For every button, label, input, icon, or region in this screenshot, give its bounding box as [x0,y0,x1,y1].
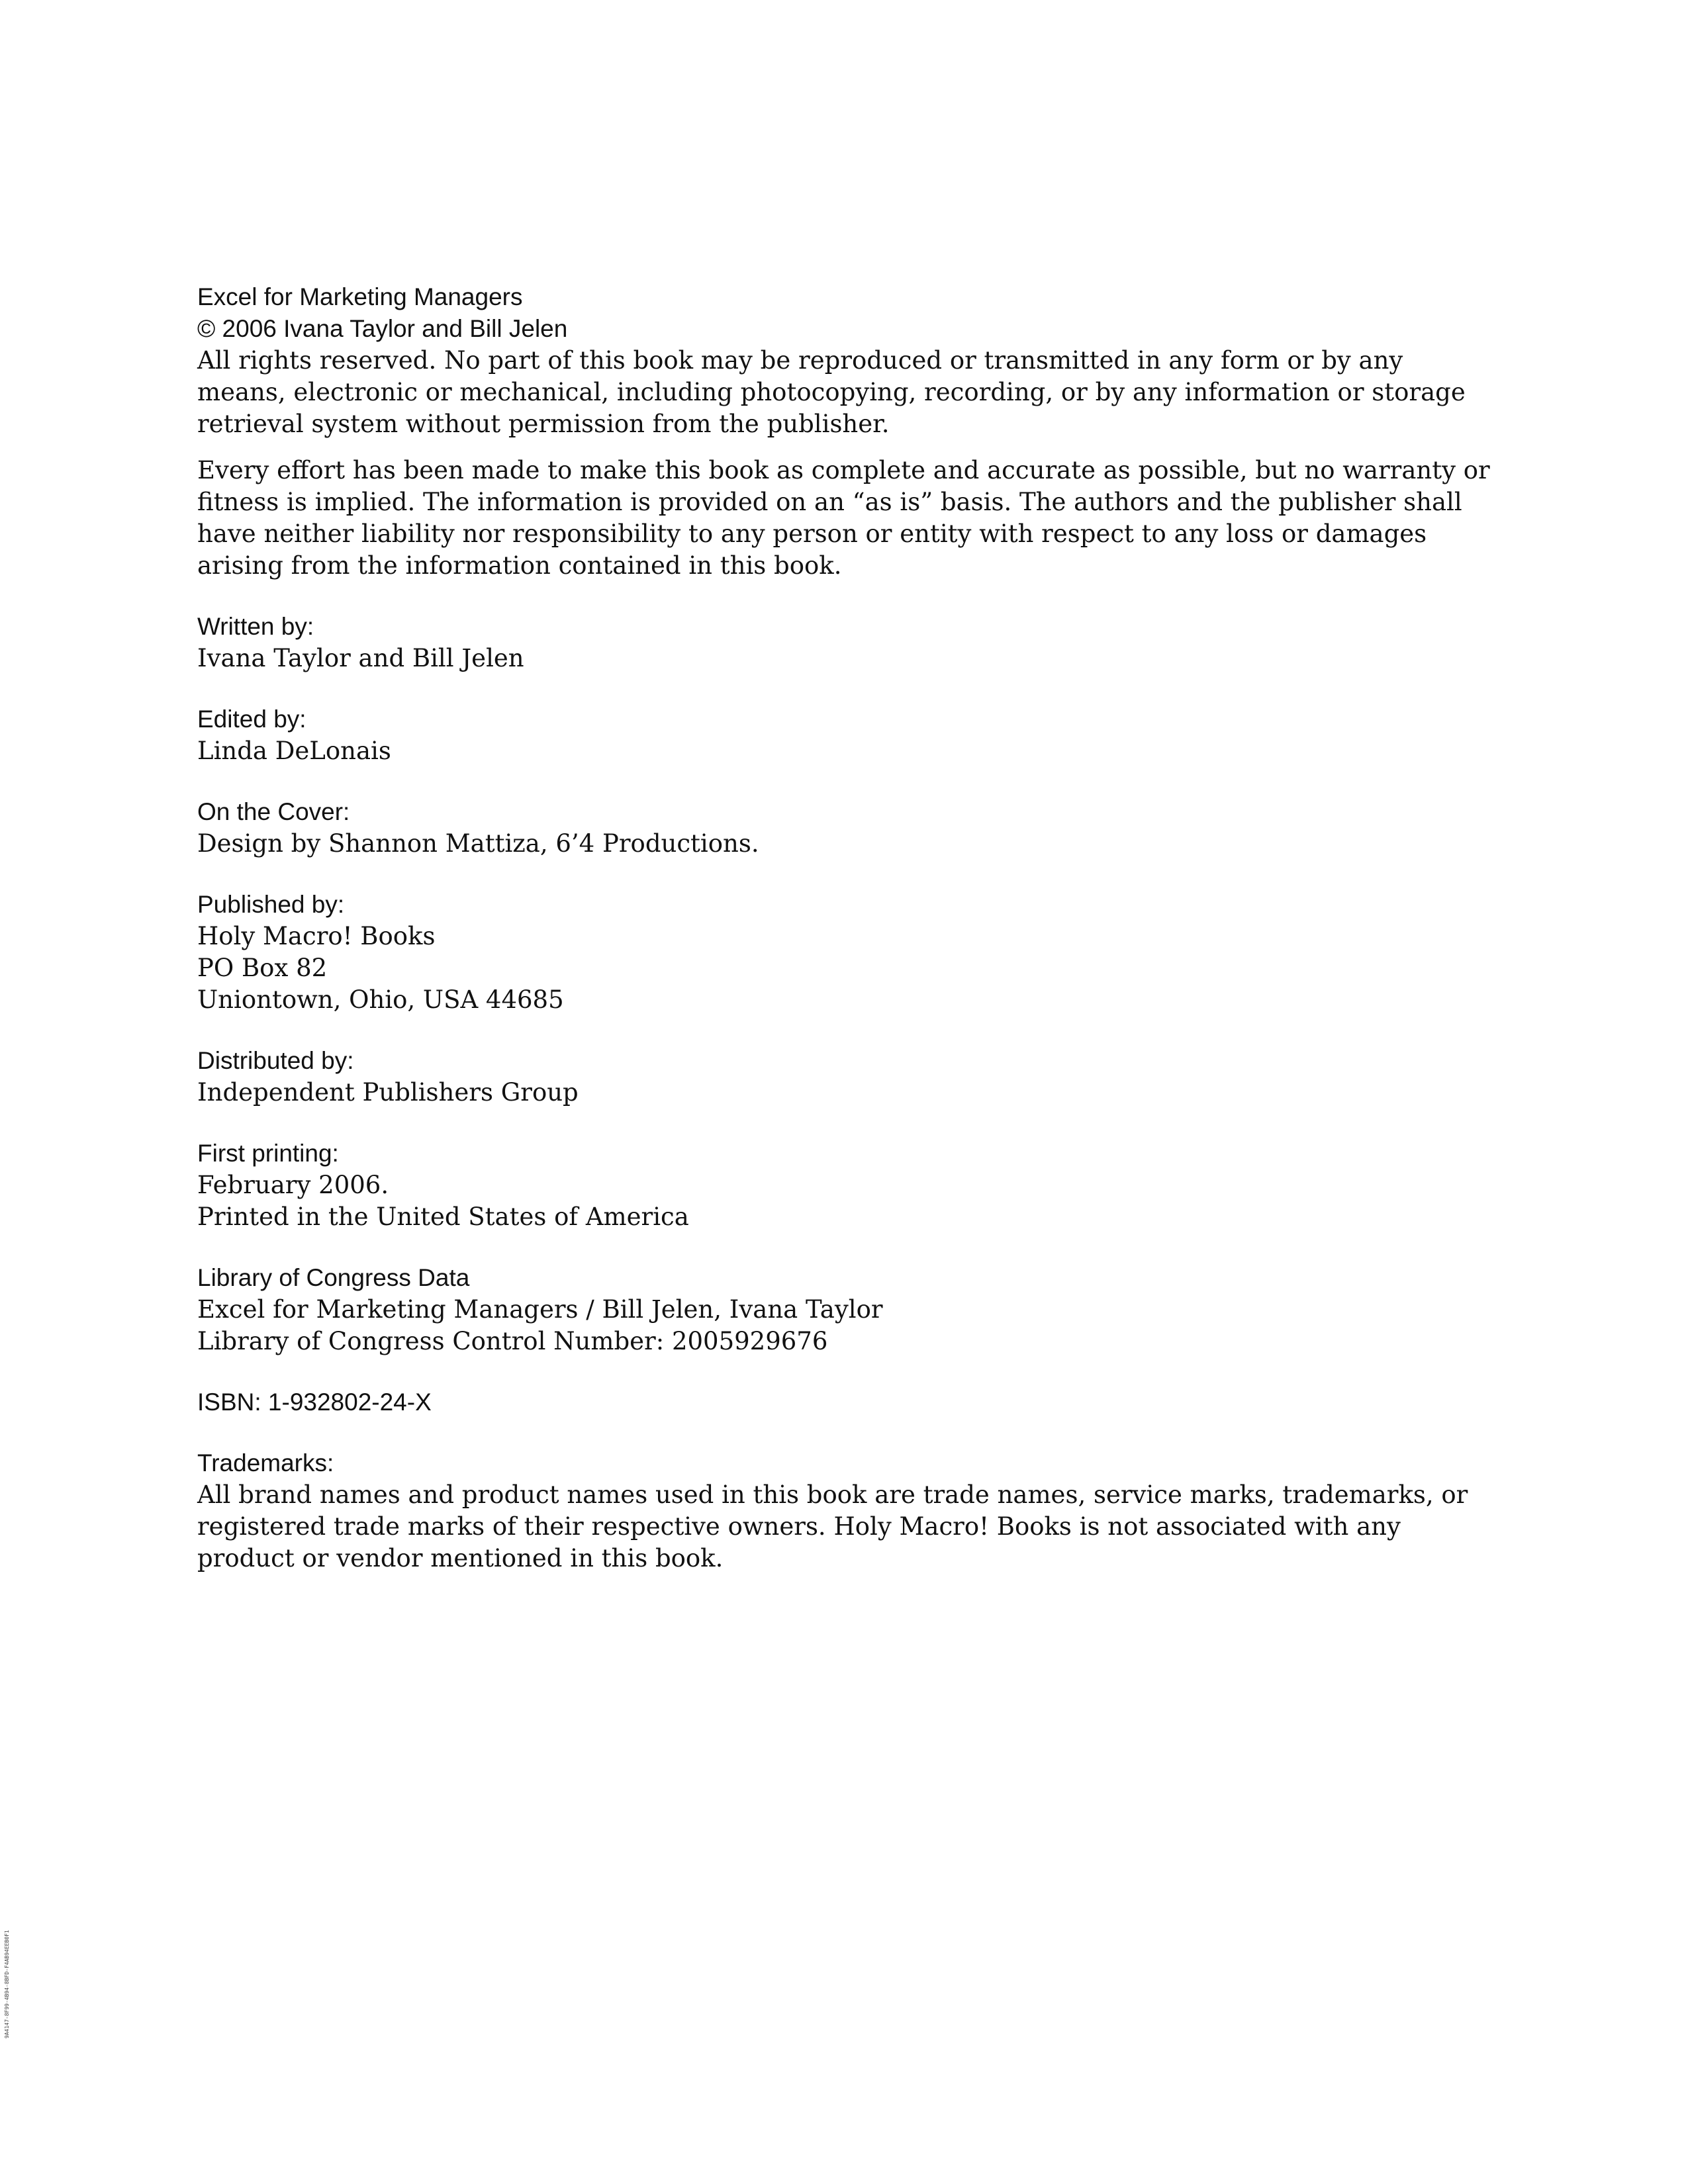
written-by-value: Ivana Taylor and Bill Jelen [197,644,524,672]
trademarks-text: All brand names and product names used in this book are trade names, service marks, trademarks, or registered trade marks of their respective owners. Holy Macro! Books is not associated with any product or vendor mentioned in this book. [197,1480,1468,1572]
edited-by-value: Linda DeLonais [197,737,391,765]
library-of-congress-section [197,1262,1495,1357]
cover-value: Design by Shannon Mattiza, 6’4 Productions. [197,829,759,858]
book-title: Excel for Marketing Managers [197,283,523,310]
rights-paragraph: All rights reserved. No part of this book may be reproduced or transmitted in any form or by any means, electronic or mechanical, including photocopying, recording, or by any information or storage retrieval system without permission from the publisher. [197,346,1466,438]
cover-section [197,796,1495,860]
publisher-name: Holy Macro! Books [197,922,436,950]
printing-location: Printed in the United States of America [197,1203,689,1231]
disclaimer-paragraph: Every effort has been made to make this book as complete and accurate as possible, but no warranty or fitness is implied. The information is provided on an “as is” basis. The authors and the publisher shall have neither liability nor responsibility to any person or entity with respect to any loss or damages arising from the information contained in this book. [197,456,1490,580]
legal-intro [197,345,1495,582]
library-of-congress-heading: Library of Congress Data [197,1264,470,1291]
written-by-section [197,611,1495,674]
first-printing-heading: First printing: [197,1140,339,1167]
publisher-city: Uniontown, Ohio, USA 44685 [197,985,564,1014]
published-by-heading: Published by: [197,891,345,918]
copyright-line: © 2006 Ivana Taylor and Bill Jelen [197,315,568,342]
trademarks-heading: Trademarks: [197,1449,334,1477]
distributed-by-section [197,1045,1495,1109]
first-printing-section [197,1138,1495,1233]
published-by-section [197,889,1495,1016]
printing-date: February 2006. [197,1171,389,1199]
trademarks-section [197,1447,1495,1574]
margin-print-code: 9A4147-8F99-4B94-8BFD-F4AB94EEB0F1 [4,1930,10,2038]
isbn-section [197,1387,1495,1418]
book-title-block [197,281,1495,345]
distributor-name: Independent Publishers Group [197,1078,579,1107]
distributed-by-heading: Distributed by: [197,1047,354,1074]
edited-by-heading: Edited by: [197,705,306,733]
cover-heading: On the Cover: [197,798,350,825]
isbn-value: 1-932802-24-X [267,1388,432,1416]
written-by-heading: Written by: [197,613,314,640]
loc-control-number: Library of Congress Control Number: 2005929676 [197,1327,828,1355]
isbn-label: ISBN: [197,1388,261,1416]
publisher-po-box: PO Box 82 [197,954,328,982]
loc-catalog-entry: Excel for Marketing Managers / Bill Jelen, Ivana Taylor [197,1295,883,1324]
copyright-page [197,281,1495,1574]
edited-by-section [197,704,1495,767]
